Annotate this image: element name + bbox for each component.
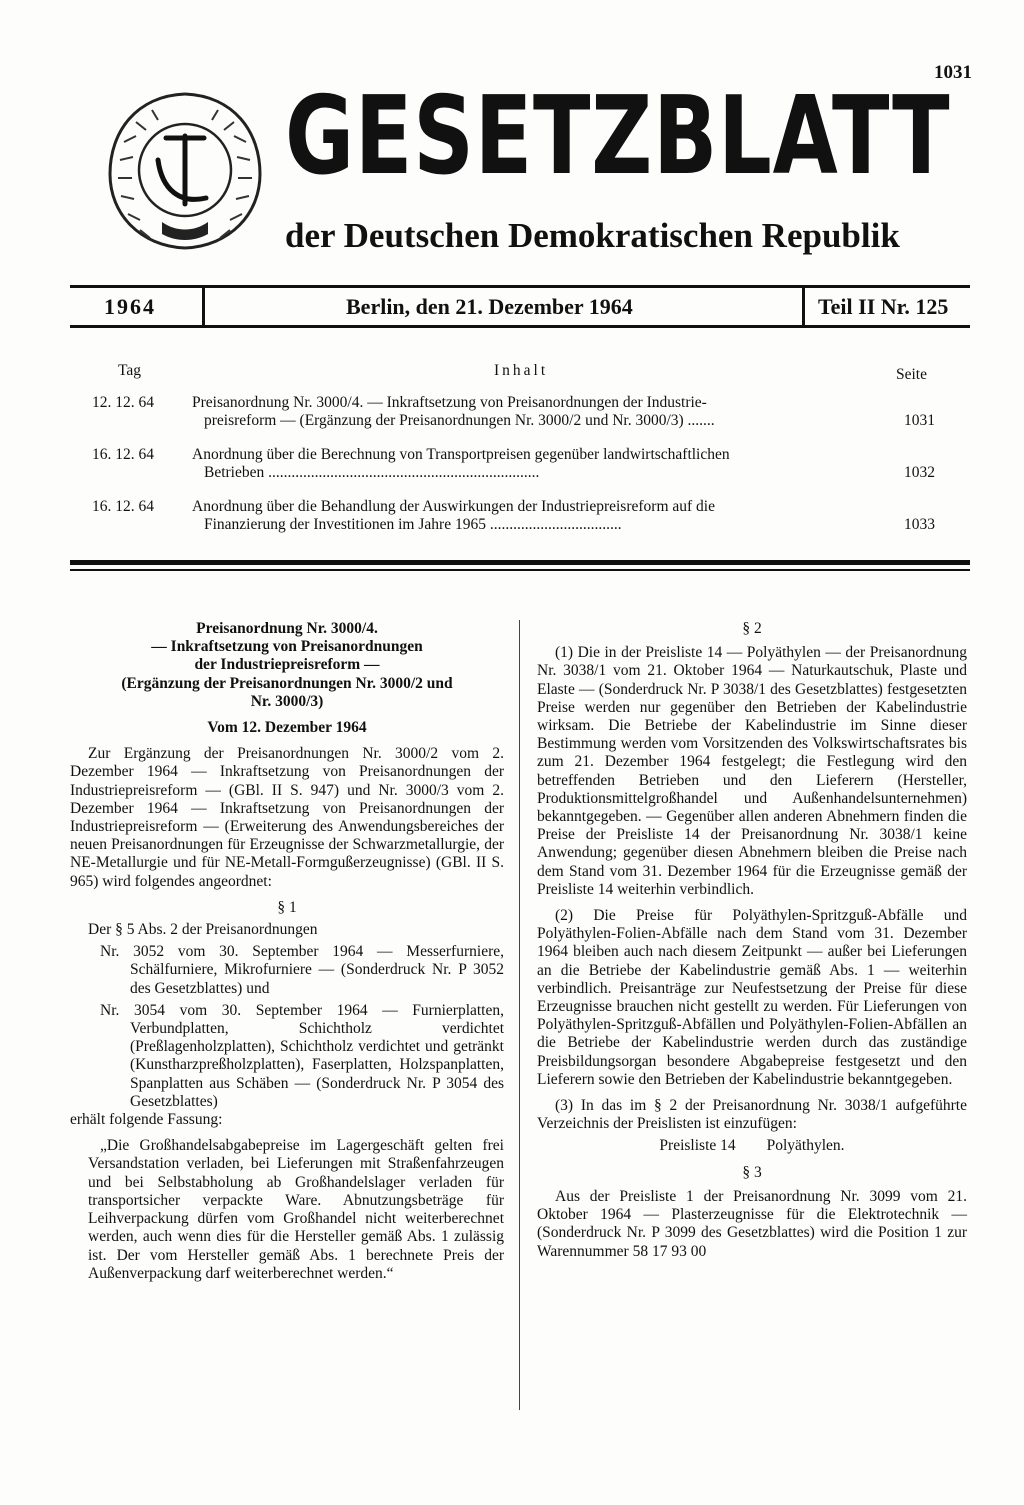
toc-entry-date: 16. 12. 64 [92, 498, 154, 515]
toc-entry [84, 498, 950, 534]
toc-entry-page: 1033 [904, 516, 935, 533]
header-divider-right [802, 288, 805, 325]
toc-rule-thick [70, 560, 970, 565]
section-1-heading: § 1 [277, 898, 297, 916]
column-divider [519, 620, 520, 1410]
toc-col-page: Seite [896, 366, 927, 383]
right-column [537, 620, 967, 1261]
toc-entry-date: 12. 12. 64 [92, 394, 154, 411]
toc-header [84, 360, 950, 386]
decree-heading-line3: der Industriepreisreform — [194, 656, 380, 674]
toc-entry-title-line2: preisreform — (Ergänzung der Preisanordnungen Nr. 3000/2 und Nr. 3000/3) ....... [204, 412, 715, 429]
section-2-paragraph-3: (3) In das im § 2 der Preisanordnung Nr. 3038/1 aufgeführte Verzeichnis der Preislisten ist einzufügen: [537, 1097, 967, 1133]
section-1-outro: erhält folgende Fassung: [70, 1111, 223, 1129]
table-of-contents [84, 360, 950, 550]
gazette-title: GESETZBLATT [285, 74, 951, 199]
decree-heading-line4: (Ergänzung der Preisanordnungen Nr. 3000/2 und [121, 674, 453, 692]
toc-entry-title-line1: Anordnung über die Behandlung der Auswirkungen der Industriepreisreform auf die [192, 498, 715, 515]
toc-entry-date: 16. 12. 64 [92, 446, 154, 463]
decree-preamble: Zur Ergänzung der Preisanordnungen Nr. 3000/2 vom 2. Dezember 1964 — Inkraftsetzung von Preisanordnungen der Industriepreisreform — (GBl. II S. 947) und Nr. 3000/3 vom 2. Dezember 1964 — Inkraftsetzung von Preisanordnungen der Industriepreisreform — (Erweiterung des Anwendungsbereiches der neuen Preisanordnungen für Erzeugnisse der Schwarzmetallurgie, der NE-Metallurgie und für NE-Metall-Formgußerzeugnisse) (GBl. II S. 965) wird folgendes angeordnet: [70, 745, 504, 890]
section-2-paragraph-2: (2) Die Preise für Polyäthylen-Spritzguß-Abfälle und Polyäthylen-Folien-Abfälle nach dem Stand vom 31. Dezember 1964 bleiben auch nach diesem Zeitpunkt — außer bei Lieferungen an die Betriebe der Kabelindustrie gemäß Abs. 1 — weiterhin verbindlich. Preisanträge zur Neufestsetzung der Preise für diese Erzeugnisse brauchen nicht gestellt zu werden. Für Lieferungen von Polyäthylen-Spritzguß-Abfällen und Polyäthylen-Folien-Abfällen an die Betriebe der Kabelindustrie werden durch das zuständige Preisbildungsorgan besondere Abgabepreise festgesetzt und den Lieferern sowie den Betrieben der Kabelindustrie bekanntgegeben. [537, 907, 967, 1088]
left-column [70, 620, 504, 1283]
section-2-price-list: Preisliste 14 Polyäthylen. [659, 1137, 845, 1155]
issue-year: 1964 [104, 294, 156, 319]
decree-heading-line1: Preisanordnung Nr. 3000/4. [196, 620, 378, 637]
section-3-paragraph-1: Aus der Preisliste 1 der Preisanordnung Nr. 3099 vom 21. Oktober 1964 — Plasterzeugnisse für die Elektrotechnik — (Sonderdruck Nr. P 3099 des Gesetzblattes) wird die Position 1 zur Warennummer 58 17 93 00 [537, 1187, 967, 1260]
toc-col-date: Tag [118, 362, 142, 379]
toc-entry-title-line2: Betrieben ...................................................................... [204, 464, 540, 481]
toc-entry-page: 1032 [904, 464, 935, 481]
toc-rule-thin [70, 569, 970, 571]
section-2-heading: § 2 [742, 620, 762, 637]
toc-col-title: Inhalt [494, 362, 549, 379]
header-bottom-rule [70, 325, 970, 328]
gdr-state-emblem-icon [96, 82, 274, 260]
toc-entry [84, 394, 950, 430]
gazette-subtitle: der Deutschen Demokratischen Republik [285, 216, 900, 255]
toc-entry-title-line1: Anordnung über die Berechnung von Transportpreisen gegenüber landwirtschaftlichen [192, 446, 730, 463]
toc-entry-page: 1031 [904, 412, 935, 429]
section-1-intro: Der § 5 Abs. 2 der Preisanordnungen [88, 921, 318, 939]
toc-entry-title-line2: Finanzierung der Investitionen im Jahre 1965 .................................. [204, 516, 622, 533]
toc-entry-title-line1: Preisanordnung Nr. 3000/4. — Inkraftsetzung von Preisanordnungen der Industrie- [192, 394, 707, 411]
header-top-rule [70, 285, 970, 288]
toc-entry [84, 446, 950, 482]
section-3-heading: § 3 [742, 1163, 762, 1181]
issue-date: Berlin, den 21. Dezember 1964 [346, 294, 633, 319]
header-divider-left [202, 288, 205, 325]
decree-heading-line5: Nr. 3000/3) [250, 692, 324, 710]
section-1-quote: „Die Großhandelsabgabepreise im Lagergeschäft gelten frei Versandstation verladen, bei Lieferungen mit Straßenfahrzeugen und bei Selbstabholung ab Großhandelslager verladen für transportsicher verpackte Ware. Abnutzungsbeträge für Leihverpackung dürfen vom Großhandel nicht weiterberechnet werden, auch wenn dies für die Hersteller gemäß Abs. 1 zulässig ist. Der vom Hersteller gemäß Abs. 1 berechnete Preis der Außenverpackung darf weiterberechnet werden.“ [88, 1137, 504, 1282]
decree-heading-line2: — Inkraftsetzung von Preisanordnungen [151, 638, 423, 656]
decree-date: Vom 12. Dezember 1964 [207, 719, 367, 737]
section-2-paragraph-1: (1) Die in der Preisliste 14 — Polyäthylen — der Preisanordnung Nr. 3038/1 vom 21. Oktober 1964 — Naturkautschuk, Plaste und Elaste — (Sonderdruck Nr. P 3038/1 des Gesetzblattes) festgesetzten Preise werden nur gegenüber den Betrieben der Kabelindustrie wirksam. Die Betriebe der Kabelindustrie im Sinne dieser Bestimmung werden vom Vorsitzenden des Volkswirtschaftsrates bis zum 21. Dezember 1964 festgelegt; die Festlegung wird den betreffenden Betrieben und den Lieferern (Hersteller, Produktionsmittelgroßhandel und Außenhandelsunternehmen) bekanntgegeben. — Gegenüber allen anderen Abnehmern finden die Preise der Preisliste 14 der Preisanordnung Nr. 3038/1 keine Anwendung; gegenüber diesen Abnehmern bleiben die Preise nach dem Stand vom 31. Dezember 1964 für die Erzeugnisse gemäß der Preisliste 14 weiterhin verbindlich. [537, 644, 967, 898]
section-1-item-3052: Nr. 3052 vom 30. September 1964 — Messerfurniere, Schälfurniere, Mikrofurniere — (Sonderdruck Nr. P 3052 des Gesetzblattes) und [100, 943, 504, 997]
section-1-item-3054: Nr. 3054 vom 30. September 1964 — Furnierplatten, Verbundplatten, Schichtholz verdichtet (Preßlagenholzplatten), Schichtholz verdichtet und getränkt (Kunstharzpreßholzplatten), Faserplatten, Holzspanplatten, Spanplatten aus Schäben — (Sonderdruck Nr. P 3054 des Gesetzblattes) [100, 1001, 504, 1110]
issue-part-number: Teil II Nr. 125 [818, 294, 949, 319]
page-number: 1031 [934, 62, 972, 83]
